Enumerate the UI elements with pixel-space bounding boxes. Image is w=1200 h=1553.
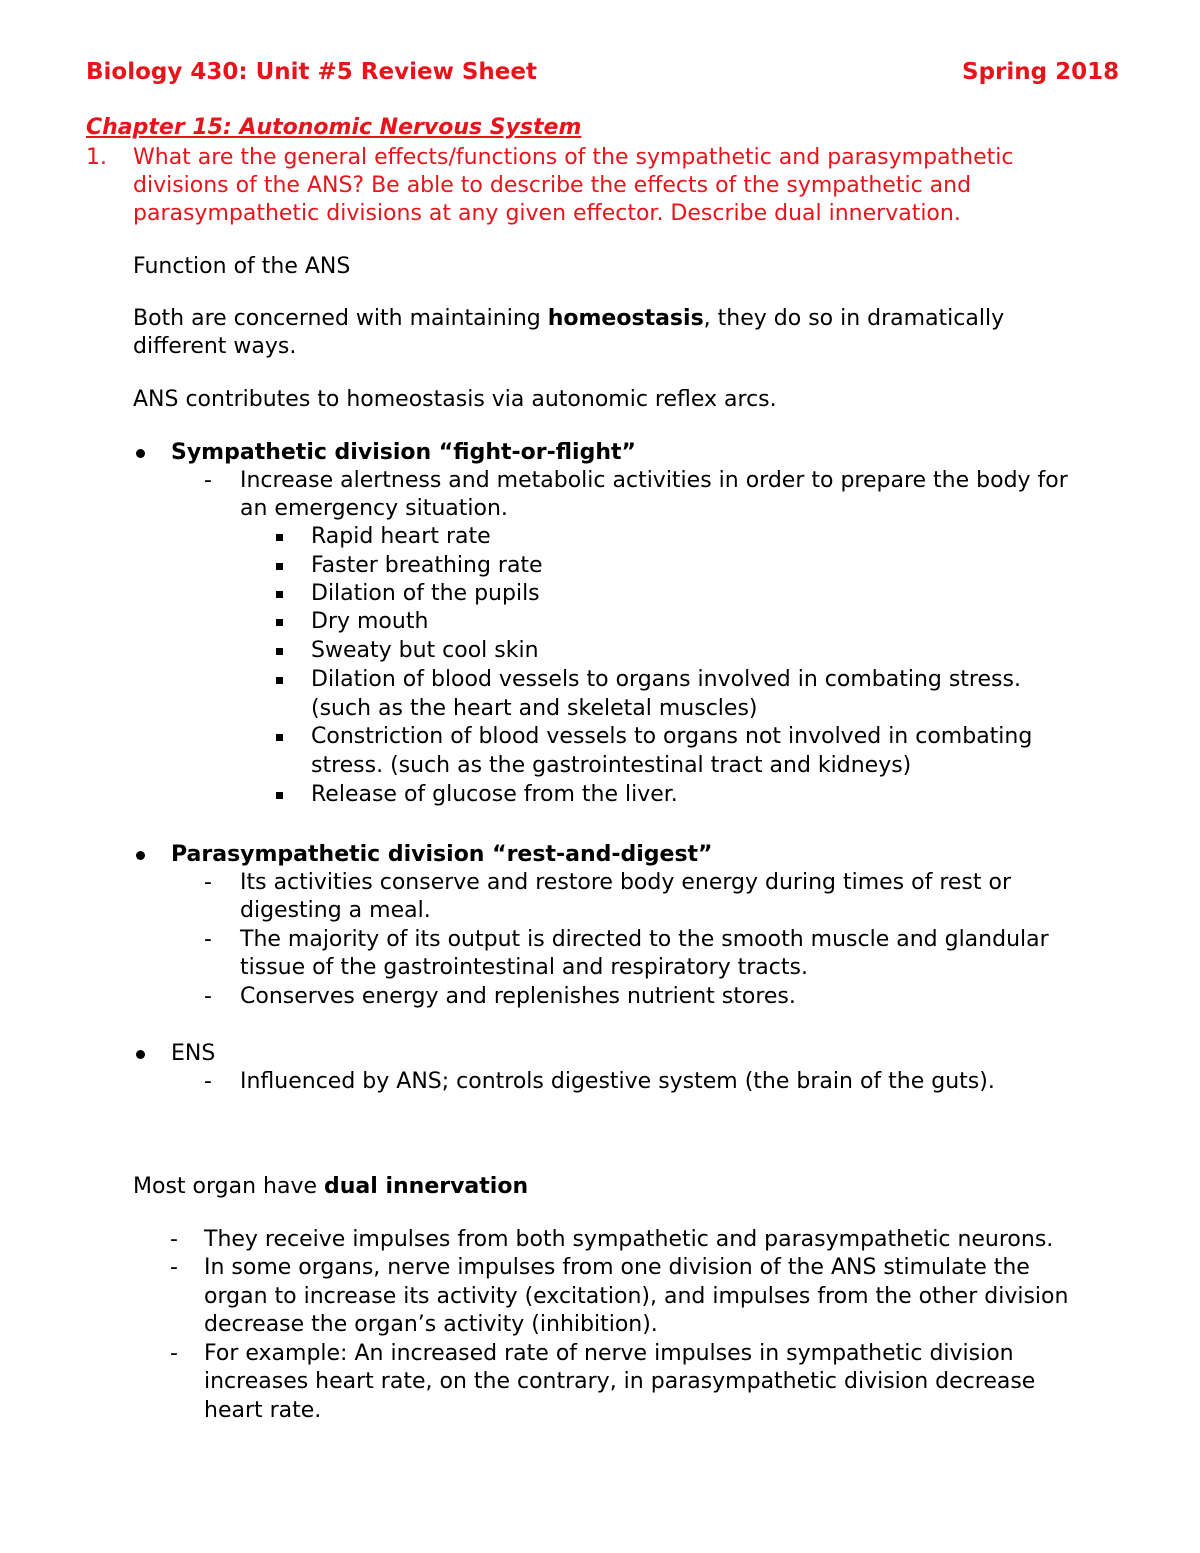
sympathetic-effect: Faster breathing rate	[311, 553, 543, 578]
document-term: Spring 2018	[962, 59, 1120, 85]
homeostasis-line-cont: different ways.	[133, 334, 297, 359]
square-bullet-icon	[276, 591, 283, 598]
sympathetic-effect: Release of glucose from the liver.	[311, 782, 678, 807]
parasympathetic-item: Conserves energy and replenishes nutrient stores.	[240, 984, 796, 1009]
reflex-arc-line: ANS contributes to homeostasis via autonomic reflex arcs.	[133, 387, 777, 412]
dual-item-cont: organ to increase its activity (excitation), and impulses from the other division	[204, 1284, 1069, 1309]
sympathetic-desc-line: Increase alertness and metabolic activities in order to prepare the body for	[240, 468, 1068, 493]
square-bullet-icon	[276, 619, 283, 626]
sympathetic-effect: Dilation of blood vessels to organs involved in combating stress.	[311, 667, 1021, 692]
bullet-icon	[136, 449, 145, 458]
sympathetic-effect: Constriction of blood vessels to organs not involved in combating	[311, 724, 1033, 749]
square-bullet-icon	[276, 734, 283, 741]
dual-item: They receive impulses from both sympathetic and parasympathetic neurons.	[204, 1227, 1054, 1252]
square-bullet-icon	[276, 677, 283, 684]
sympathetic-effect: Rapid heart rate	[311, 524, 491, 549]
question-line: parasympathetic divisions at any given effector. Describe dual innervation.	[133, 201, 961, 226]
chapter-heading: Chapter 15: Autonomic Nervous System	[86, 115, 582, 140]
square-bullet-icon	[276, 648, 283, 655]
dash-icon: -	[204, 927, 212, 952]
ens-title: ENS	[171, 1041, 216, 1066]
dash-icon: -	[204, 468, 212, 493]
dash-icon: -	[204, 984, 212, 1009]
homeostasis-term: homeostasis	[547, 306, 704, 331]
homeostasis-line: Both are concerned with maintaining homeostasis, they do so in dramatically	[133, 306, 1005, 331]
parasympathetic-item-cont: tissue of the gastrointestinal and respiratory tracts.	[240, 955, 808, 980]
parasympathetic-item-cont: digesting a meal.	[240, 898, 431, 923]
dual-item: In some organs, nerve impulses from one division of the ANS stimulate the	[204, 1255, 1030, 1280]
dash-icon: -	[204, 870, 212, 895]
question-line: divisions of the ANS? Be able to describe the effects of the sympathetic and	[133, 173, 972, 198]
function-heading: Function of the ANS	[133, 254, 351, 279]
dual-item-cont: decrease the organ’s activity (inhibition).	[204, 1312, 658, 1337]
sympathetic-effect: Dilation of the pupils	[311, 581, 540, 606]
ens-item: Influenced by ANS; controls digestive system (the brain of the guts).	[240, 1069, 995, 1094]
sympathetic-effect-cont: (such as the heart and skeletal muscles)	[311, 696, 758, 721]
question-line: What are the general effects/functions of the sympathetic and parasympathetic	[133, 145, 1014, 170]
square-bullet-icon	[276, 563, 283, 570]
dash-icon: -	[170, 1255, 178, 1280]
dual-innervation-heading: Most organ have dual innervation	[133, 1174, 529, 1199]
dash-icon: -	[170, 1227, 178, 1252]
square-bullet-icon	[276, 792, 283, 799]
dual-innervation-term: dual innervation	[324, 1174, 529, 1199]
dual-item-cont: increases heart rate, on the contrary, in parasympathetic division decrease	[204, 1369, 1036, 1394]
bullet-icon	[136, 851, 145, 860]
document-title: Biology 430: Unit #5 Review Sheet	[86, 59, 537, 85]
parasympathetic-item: Its activities conserve and restore body energy during times of rest or	[240, 870, 1012, 895]
bullet-icon	[136, 1050, 145, 1059]
parasympathetic-item: The majority of its output is directed to the smooth muscle and glandular	[240, 927, 1049, 952]
dash-icon: -	[170, 1341, 178, 1366]
sympathetic-effect-cont: stress. (such as the gastrointestinal tract and kidneys)	[311, 753, 912, 778]
sympathetic-title: Sympathetic division “fight-or-flight”	[171, 440, 636, 465]
sympathetic-effect: Sweaty but cool skin	[311, 638, 539, 663]
dash-icon: -	[204, 1069, 212, 1094]
dual-item: For example: An increased rate of nerve impulses in sympathetic division	[204, 1341, 1014, 1366]
parasympathetic-title: Parasympathetic division “rest-and-digest”	[171, 842, 713, 867]
dual-item-cont: heart rate.	[204, 1398, 322, 1423]
question-number: 1.	[86, 145, 107, 170]
sympathetic-desc-line: an emergency situation.	[240, 496, 508, 521]
square-bullet-icon	[276, 534, 283, 541]
sympathetic-effect: Dry mouth	[311, 609, 429, 634]
